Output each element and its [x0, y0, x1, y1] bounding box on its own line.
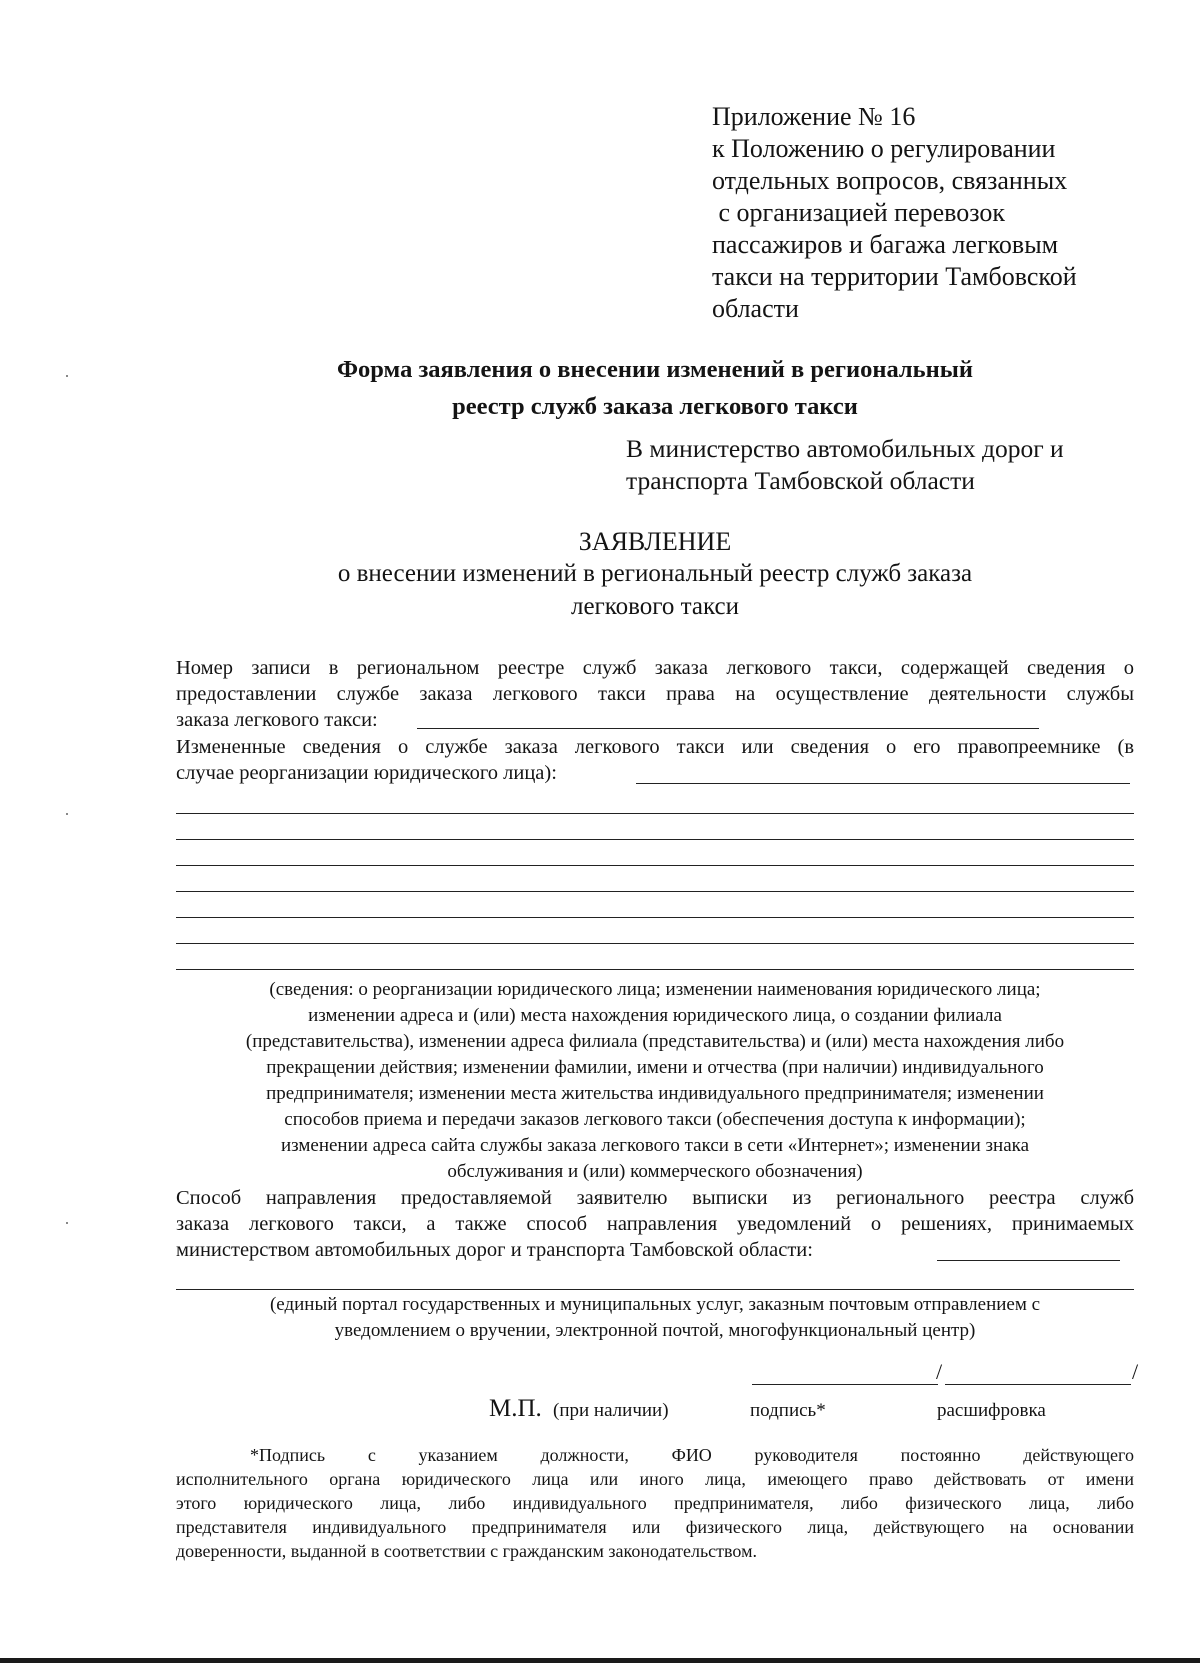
statement-subtitle-line2: легкового такси: [570, 593, 740, 620]
decoding-caption: расшифровка: [937, 1400, 1046, 1421]
form-title-line2: реестр служб заказа легкового такси: [452, 393, 858, 420]
changes-hint-line: предпринимателя; изменении места жительства индивидуального предпринимателя; изменении: [266, 1083, 1044, 1104]
stamp-label: М.П.: [489, 1395, 542, 1422]
scan-dot: [66, 1222, 68, 1224]
changes-input-line[interactable]: [176, 865, 1134, 866]
signature-slash: /: [936, 1359, 943, 1384]
scan-dot: [66, 813, 68, 815]
changes-input-line[interactable]: [636, 783, 1130, 784]
changes-hint-line: изменении адреса сайта службы заказа легкового такси в сети «Интернет»; изменении знака: [280, 1135, 1030, 1156]
changes-hint-line: изменении адреса и (или) места нахождения юридического лица, о создании филиала: [308, 1005, 1002, 1026]
recipient-line1: В министерство автомобильных дорог и: [626, 434, 1064, 463]
footnote-line: представителя индивидуального предпринимателя или физического лица, действующего на основании: [176, 1517, 1134, 1537]
changes-hint-line: (сведения: о реорганизации юридического лица; изменении наименования юридического лица;: [269, 979, 1041, 1000]
decoding-slash: /: [1132, 1359, 1139, 1384]
changes-hint-line: обслуживания и (или) коммерческого обозначения): [447, 1161, 863, 1182]
changes-input-line[interactable]: [176, 917, 1134, 918]
changes-input-line[interactable]: [176, 943, 1134, 944]
scan-bottom-edge: [0, 1658, 1200, 1663]
stamp-note: (при наличии): [553, 1400, 669, 1421]
delivery-label-line1: Способ направления предоставляемой заявителю выписки из регионального реестра служб: [176, 1187, 1134, 1209]
delivery-hint-line2: уведомлением о вручении, электронной почтой, многофункциональный центр): [334, 1320, 976, 1341]
changes-label-line1: Измененные сведения о службе заказа легкового такси или сведения о его правопреемнике (в: [176, 736, 1134, 758]
annex-line: области: [712, 294, 799, 323]
footnote-line: *Подпись с указанием должности, ФИО руководителя постоянно действующего: [250, 1445, 1134, 1465]
changes-input-line[interactable]: [176, 891, 1134, 892]
delivery-hint-line1: (единый портал государственных и муниципальных услуг, заказным почтовым отправлением с: [269, 1294, 1041, 1315]
scan-dot: [66, 375, 68, 377]
record-number-label-line1: Номер записи в региональном реестре служб заказа легкового такси, содержащей сведения о: [176, 657, 1134, 679]
changes-input-line[interactable]: [176, 839, 1134, 840]
signature-input-line[interactable]: [752, 1384, 938, 1385]
footnote-line: этого юридического лица, либо индивидуального предпринимателя, либо физического лица, либо: [176, 1493, 1134, 1513]
record-number-label-line3: заказа легкового такси:: [176, 709, 378, 731]
signature-caption: подпись*: [750, 1400, 826, 1421]
annex-line: с организацией перевозок: [712, 198, 1006, 227]
recipient-line2: транспорта Тамбовской области: [626, 466, 975, 495]
annex-line: такси на территории Тамбовской: [712, 262, 1077, 291]
delivery-input-line[interactable]: [176, 1289, 1134, 1290]
changes-label-line2: случае реорганизации юридического лица):: [176, 762, 557, 784]
changes-input-line[interactable]: [176, 813, 1134, 814]
annex-line: пассажиров и багажа легковым: [712, 230, 1059, 259]
footnote-line: доверенности, выданной в соответствии с гражданским законодательством.: [176, 1541, 757, 1561]
delivery-label-line3: министерством автомобильных дорог и транспорта Тамбовской области:: [176, 1239, 813, 1261]
annex-line: отдельных вопросов, связанных: [712, 166, 1068, 195]
delivery-input-line[interactable]: [937, 1260, 1120, 1261]
record-number-label-line2: предоставлении службе заказа легкового такси права на осуществление деятельности службы: [176, 683, 1134, 705]
delivery-label-line2: заказа легкового такси, а также способ направления уведомлений о решениях, принимаемых: [176, 1213, 1134, 1235]
changes-hint-line: способов приема и передачи заказов легкового такси (обеспечения доступа к информации);: [284, 1109, 1026, 1130]
form-title-line1: Форма заявления о внесении изменений в региональный: [337, 356, 973, 383]
changes-hint-line: прекращении действия; изменении фамилии, имени и отчества (при наличии) индивидуального: [266, 1057, 1044, 1078]
annex-number: Приложение № 16: [712, 102, 916, 131]
statement-subtitle-line1: о внесении изменений в региональный реестр служб заказа: [337, 560, 973, 587]
footnote-line: исполнительного органа юридического лица или иного лица, имеющего право действовать от имени: [176, 1469, 1134, 1489]
statement-heading: ЗАЯВЛЕНИЕ: [578, 527, 732, 556]
record-number-input-line[interactable]: [417, 728, 1039, 729]
decoding-input-line[interactable]: [945, 1384, 1131, 1385]
changes-hint-line: (представительства), изменении адреса филиала (представительства) и (или) места нахождения либо: [245, 1031, 1065, 1052]
annex-line: к Положению о регулировании: [712, 134, 1056, 163]
changes-input-line[interactable]: [176, 969, 1134, 970]
